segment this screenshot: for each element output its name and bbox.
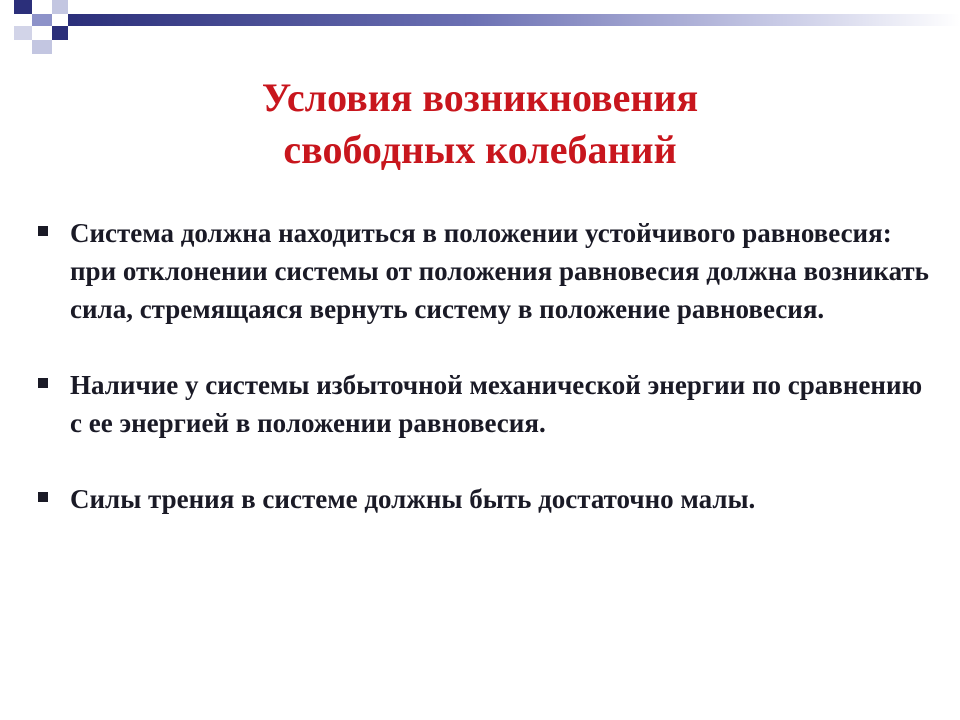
decor-square [32,14,52,26]
bullet-item [34,214,934,328]
bullet-text: Наличие у системы избыточной механической энергии по сравнению с ее энергией в положении равновесия. [70,370,923,438]
slide-title [0,72,960,176]
decor-square [32,0,52,14]
slide-title-line: свободных колебаний [283,127,677,172]
decor-square [52,14,68,26]
square-bullet-icon [38,378,48,388]
decor-square [14,26,32,40]
square-bullet-icon [38,226,48,236]
bullet-list [34,214,934,518]
square-bullet-icon [38,492,48,502]
header-gradient-bar [68,14,960,26]
bullet-text: Силы трения в системе должны быть достаточно малы. [70,484,756,514]
decor-square [52,26,68,40]
bullet-item [34,366,934,442]
slide-title-line: Условия возникновения [261,75,699,120]
bullet-item [34,480,934,518]
decor-square [32,40,52,54]
decor-square [14,0,32,14]
decor-square [32,26,52,40]
decor-square [52,0,68,14]
bullet-text: Система должна находиться в положении устойчивого равновесия: при отклонении системы от положения равновесия должна возникать сила, стремящаяся вернуть систему в положение равновесия. [70,218,929,324]
decor-square [14,14,32,26]
